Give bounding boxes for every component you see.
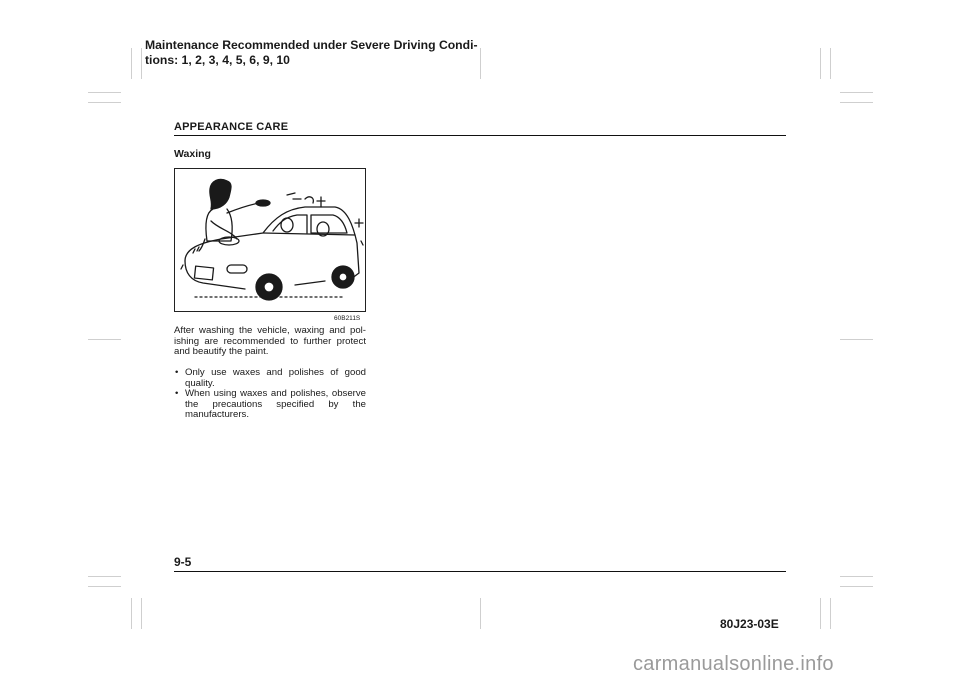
- crop-mark: [88, 576, 121, 577]
- sub-heading: Waxing: [174, 148, 211, 160]
- crop-mark: [820, 598, 821, 629]
- watermark: carmanualsonline.info: [633, 653, 834, 675]
- crop-mark: [480, 48, 481, 79]
- crop-mark: [141, 598, 142, 629]
- crop-mark: [830, 48, 831, 79]
- bullet-text: When using waxes and polishes, observe the precautions specified by the manufacturers.: [185, 388, 366, 420]
- header-rule: [174, 135, 786, 136]
- crop-mark: [820, 48, 821, 79]
- person-waxing-car-icon: [175, 169, 365, 311]
- page-number: 9-5: [174, 555, 192, 569]
- bullet-list: [174, 368, 366, 421]
- crop-mark: [88, 339, 121, 340]
- intro-paragraph: After washing the vehicle, waxing and pol-ishing are recommended to further protect and beautify the paint.: [174, 325, 366, 357]
- section-title: APPEARANCE CARE: [174, 121, 289, 133]
- crop-mark: [88, 102, 121, 103]
- severe-conditions-note: [145, 38, 480, 68]
- list-item: [174, 368, 366, 389]
- bullet-dot: •: [175, 367, 179, 378]
- crop-mark: [840, 339, 873, 340]
- crop-mark: [840, 586, 873, 587]
- bullet-dot: •: [175, 388, 179, 399]
- list-item: [174, 389, 366, 421]
- crop-mark: [840, 576, 873, 577]
- crop-mark: [131, 598, 132, 629]
- crop-mark: [88, 92, 121, 93]
- crop-mark: [141, 48, 142, 79]
- severe-conditions-line-2: tions: 1, 2, 3, 4, 5, 6, 9, 10: [145, 53, 290, 67]
- crop-mark: [840, 102, 873, 103]
- severe-conditions-line-1: Maintenance Recommended under Severe Driving Condi-: [145, 38, 478, 52]
- crop-mark: [480, 598, 481, 629]
- footer-rule: [174, 571, 786, 572]
- document-code: 80J23-03E: [720, 617, 779, 631]
- crop-mark: [830, 598, 831, 629]
- figure-code: 60B211S: [334, 315, 361, 322]
- crop-mark: [131, 48, 132, 79]
- crop-mark: [840, 92, 873, 93]
- waxing-illustration: [174, 168, 366, 312]
- crop-mark: [88, 586, 121, 587]
- bullet-text: Only use waxes and polishes of good quality.: [185, 367, 366, 389]
